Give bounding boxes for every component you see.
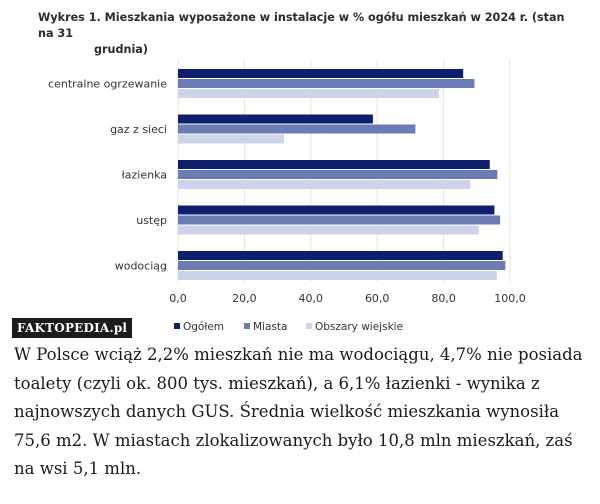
category-label: gaz z sieci	[110, 123, 167, 136]
x-tick-label: 80,0	[431, 292, 456, 305]
legend-swatch	[306, 323, 312, 329]
x-tick-label: 0,0	[169, 292, 187, 305]
bar-obszary-wiejskie	[178, 135, 284, 144]
x-tick-label: 40,0	[298, 292, 324, 305]
bar-miasta	[178, 216, 500, 225]
category-label: centralne ogrzewanie	[48, 77, 167, 91]
bar-miasta	[178, 170, 497, 179]
bar-ogółem	[178, 206, 494, 215]
category-labels	[48, 78, 167, 273]
bar-ogółem	[178, 251, 503, 260]
category-label: łazienka	[121, 168, 167, 182]
bar-obszary-wiejskie	[178, 89, 439, 98]
faktopedia-watermark: FAKTOPEDIA.pl	[12, 318, 132, 338]
category-label: ustęp	[136, 214, 167, 227]
bar-obszary-wiejskie	[178, 180, 470, 189]
bar-ogółem	[178, 160, 490, 169]
legend-label: Obszary wiejskie	[315, 321, 404, 333]
x-axis-tick-labels	[169, 292, 526, 305]
x-tick-label: 20,0	[232, 292, 257, 305]
bar-ogółem	[178, 115, 373, 124]
bar-ogółem	[178, 69, 463, 78]
x-tick-label: 100,0	[494, 292, 526, 305]
bar-obszary-wiejskie	[178, 271, 497, 280]
bar-obszary-wiejskie	[178, 226, 479, 235]
legend-swatch	[174, 323, 180, 329]
chart-title-line-1: Wykres 1. Mieszkania wyposażone w instalacje w % ogółu mieszkań w 2024 r. (stan na 31	[38, 11, 565, 40]
bar-miasta	[178, 79, 474, 88]
legend	[174, 321, 403, 333]
x-tick-label: 60,0	[364, 292, 390, 305]
caption-text: W Polsce wciąż 2,2% mieszkań nie ma wodociągu, 4,7% nie posiada toalety (czyli ok. 800 tys. mieszkań), a 6,1% łazienki - wynika z najnowszych danych GUS. Średnia wielkość mieszkania wynosiła 75,6 m2. W miastach zlokalizowanych było 10,8 mln mieszkań, zaś na wsi 5,1 mln.	[14, 345, 583, 479]
bar-miasta	[178, 125, 415, 134]
bar-miasta	[178, 261, 505, 270]
chart-title-line-2: grudnia)	[94, 43, 148, 56]
legend-label: Ogółem	[183, 321, 225, 333]
legend-label: Miasta	[253, 321, 288, 333]
category-label: wodociąg	[114, 259, 167, 273]
legend-swatch	[244, 323, 250, 329]
bars	[178, 69, 505, 280]
